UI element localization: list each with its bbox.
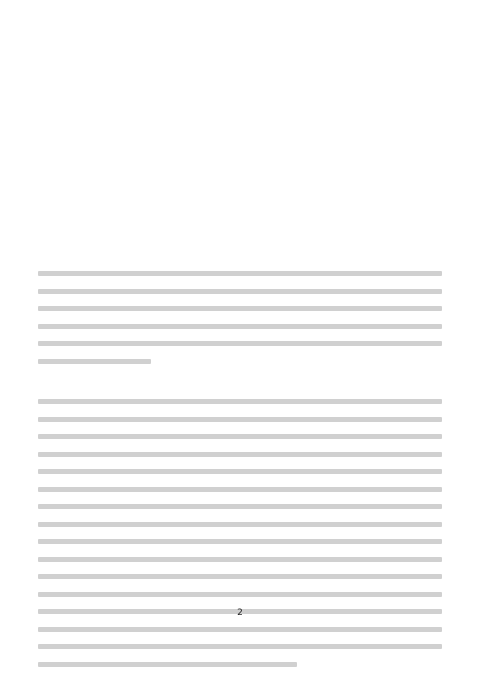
paragraph-content [38,399,442,679]
text-line [38,504,442,509]
text-line [38,417,442,422]
paragraph-purpose [38,271,442,376]
text-line [38,662,297,667]
text-line [38,539,442,544]
text-line [38,434,442,439]
text-line [38,557,442,562]
text-line [38,324,442,329]
text-line [38,627,442,632]
text-line [38,306,442,311]
text-line [38,592,442,597]
text-line [38,359,151,364]
text-line [38,469,442,474]
text-line [38,487,442,492]
text-line [38,522,442,527]
text-line [38,452,442,457]
text-line [38,271,442,276]
page-number: 2 [237,608,243,618]
text-line [38,341,442,346]
text-line [38,644,442,649]
text-line [38,289,442,294]
text-line [38,399,442,404]
text-line [38,574,442,579]
